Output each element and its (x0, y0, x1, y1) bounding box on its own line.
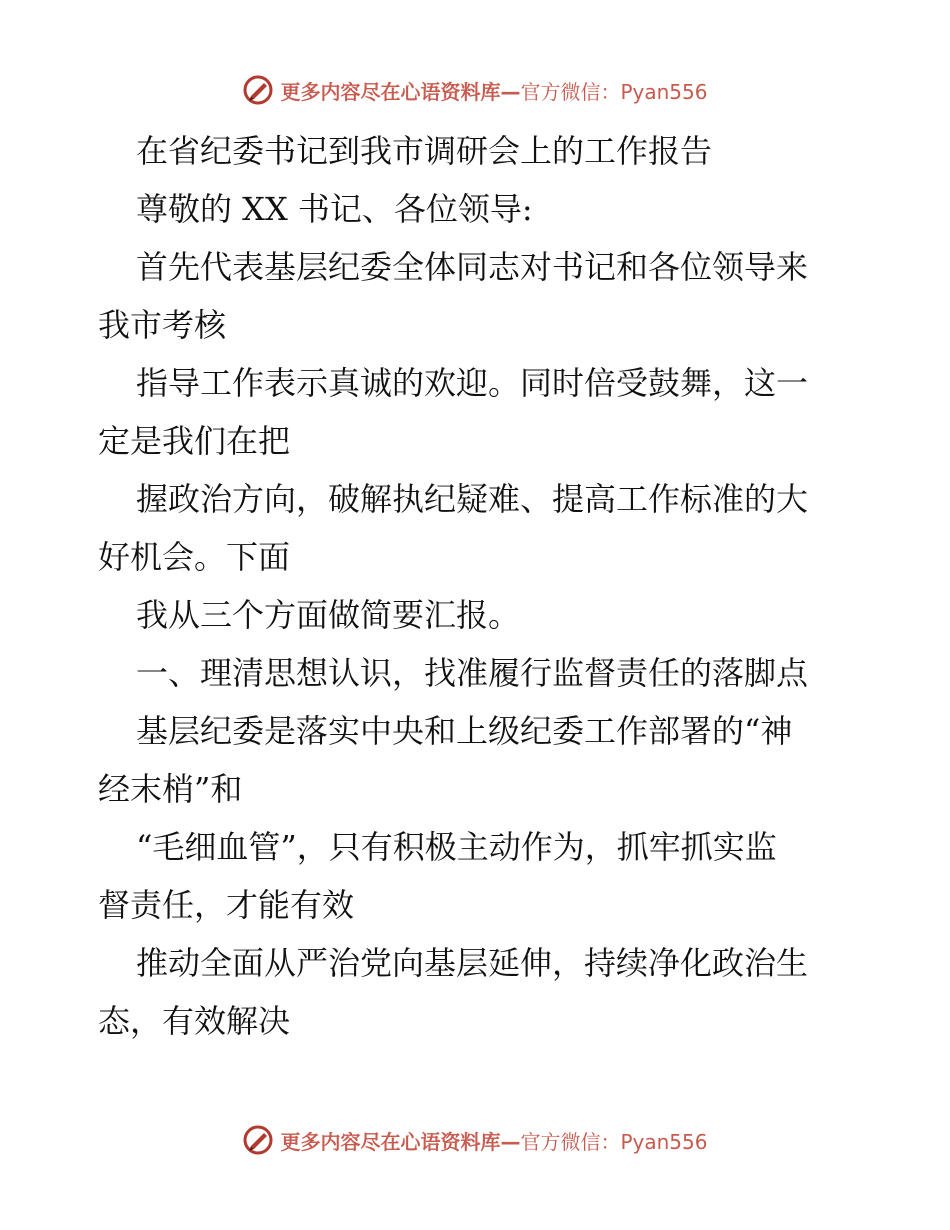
paragraph-line: 我从三个方面做简要汇报。 (136, 596, 521, 634)
footer-banner (0, 1120, 950, 1160)
banner-title: 更多内容尽在心语资料库 (280, 1129, 501, 1154)
banner-official: 官方微信：Pyan556 (520, 1129, 708, 1154)
paragraph-line: 推动全面从严治党向基层延伸，持续净化政治生 (136, 944, 809, 982)
pen-logo-icon (242, 1124, 274, 1156)
paragraph-line: “毛细血管”，只有积极主动作为，抓牢抓实监 (136, 828, 777, 866)
banner-text (280, 1126, 707, 1155)
banner-title: 更多内容尽在心语资料库 (280, 79, 501, 104)
paragraph-line: 首先代表基层纪委全体同志对书记和各位领导来 (136, 248, 809, 286)
banner-dash: — (500, 79, 521, 104)
banner-official: 官方微信：Pyan556 (520, 79, 708, 104)
paragraph-line: 督责任，才能有效 (98, 886, 355, 924)
section-heading: 一、理清思想认识，找准履行监督责任的落脚点 (136, 654, 809, 692)
paragraph-line: 指导工作表示真诚的欢迎。同时倍受鼓舞，这一 (136, 364, 809, 402)
banner-text (280, 76, 707, 105)
salutation: 尊敬的 XX 书记、各位领导: (136, 190, 533, 228)
paragraph-line: 定是我们在把 (98, 422, 291, 460)
paragraph-line: 态，有效解决 (98, 1002, 291, 1040)
paragraph-line: 握政治方向，破解执纪疑难、提高工作标准的大 (136, 480, 809, 518)
paragraph-line: 我市考核 (98, 306, 227, 344)
banner-dash: — (500, 1129, 521, 1154)
document-body (98, 122, 858, 1050)
paragraph-line: 经末梢”和 (98, 770, 243, 808)
paragraph-line: 基层纪委是落实中央和上级纪委工作部署的“神 (136, 712, 793, 750)
header-banner (0, 70, 950, 110)
paragraph-line: 好机会。下面 (98, 538, 291, 576)
doc-title: 在省纪委书记到我市调研会上的工作报告 (136, 132, 713, 170)
pen-logo-icon (242, 74, 274, 106)
